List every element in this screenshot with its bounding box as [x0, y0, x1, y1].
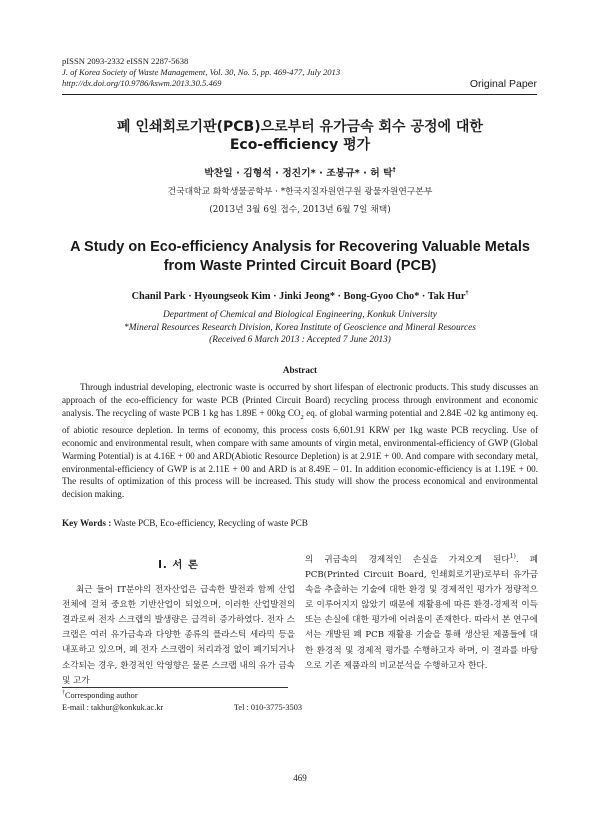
keywords — [62, 518, 308, 528]
keywords-text: Waste PCB, Eco-efficiency, Recycling of waste PCB — [111, 518, 308, 528]
english-authors-text: Chanil Park · Hyoungseok Kim · Jinki Jeong* · Bong-Gyoo Cho* · Tak Hur — [131, 291, 466, 302]
footnote — [62, 690, 302, 713]
english-corresponding-mark: † — [465, 290, 469, 297]
author-phone: Tel : 010-3775-3503 — [233, 702, 302, 712]
doi-link[interactable]: http://dx.doi.org/10.9786/kswm.2013.30.5.469 — [62, 78, 222, 89]
english-affiliations — [40, 309, 560, 334]
abstract-text-part2: eq. of global warming potential and 2.84E -02 kg antimony eq. of abiotic resource depletion. In terms of economy, this process costs 6,601.91 KRW per 1kg waste PCB recycling. Use of economic and environmental result, when compare with same amounts of virgin metal, environmental-efficiency of GWP (Global Warming Potential) is at 4.16E + 00 and ARD(Abiotic Resource Depletion) is at 2.91E + 00. And compare with secondary metal, environmental-efficiency of GWP is at 2.11E + 00 and ARD is at 8.49E – 01. In addition economic-efficiency is at 1.19E + 00. The results of optimization of this process will be increased. This study will show the process economical and environmental decision making. — [62, 407, 538, 500]
intro-continued-text-b: . 폐 PCB(Printed Circuit Board, 인쇄회로기판)로부터 유가금속을 추출하는 기술에 대한 환경 및 경제적인 평가가 정량적으로 이루어지지 않았기 때문에 재활용에 따른 환경-경제적 이득 또는 손실에 대한 평가에 어려움이 존재한다. 따라서 본 연구에서는 개발된 폐 PCB 재활용 기술을 통해 생산된 제품들에 대한 환경적 및 경제적 평가를 수행하고자 하며, 이 결과를 바탕으로 기존 제품과의 비교분석을 수행하고자 한다. — [305, 555, 538, 671]
intro-paragraph-1-continued — [305, 553, 538, 674]
korean-affiliation: 건국대학교 화학생물공학부 · *한국지질자원연구원 광물자원연구본부 — [167, 187, 433, 197]
affiliation-kigam: *Mineral Resources Research Division, Korea Institute of Geoscience and Mineral Resources — [124, 322, 476, 333]
english-title-line1: A Study on Eco-efficiency Analysis for Recovering Valuable Metals — [70, 239, 530, 255]
co2-subscript: 2 — [300, 413, 304, 421]
reference-citation-1[interactable]: 1) — [509, 553, 516, 561]
korean-authors-text: 박찬일 · 김형석 · 정진기* · 조봉규* · 허 탁 — [204, 168, 393, 179]
issn-line: pISSN 2093-2332 eISSN 2287-5638 — [62, 56, 189, 66]
footnote-mark: † — [62, 690, 65, 697]
english-received-dates: (Received 6 March 2013 : Accepted 7 June 2013) — [209, 334, 391, 344]
korean-received-dates: (2013년 3월 6일 접수, 2013년 6월 7일 채택) — [209, 205, 391, 215]
english-title-line2: from Waste Printed Circuit Board (PCB) — [163, 258, 437, 274]
author-email[interactable]: E-mail : takhur@konkuk.ac.kr — [62, 702, 164, 712]
intro-right-column — [305, 553, 538, 674]
affiliation-konkuk: Department of Chemical and Biological Engineering, Konkuk University — [163, 310, 437, 320]
abstract-body — [62, 381, 538, 501]
keywords-label: Key Words : — [62, 518, 112, 528]
intro-paragraph-1: 최근 들어 IT분야의 전자산업은 급속한 발전과 함께 산업전체에 걸쳐 중요한 기반산업이 되었으며, 이러한 산업발전의 결과로써 전자 스크랩의 발생량은 급격히 증가하였다. 전자 스크랩은 여러 유가금속과 다양한 종류의 플라스틱 세라믹 등을 내포하고 있으며, 폐 전자 스크랩이 처리과정 없이 폐기되거나 소각되는 경우, 환경적인 악영향은 물론 스크랩 내의 유가 금속 및 고가 — [62, 585, 295, 686]
abstract-text-part1: Through industrial developing, electronic waste is occurred by short lifespan of electronic products. This study discusses an approach of the eco-efficiency for waste PCB (Printed Circuit Board) recycling process through environment and economic analysis. The recycling of waste PCB 1 kg has 1.89E + 00kg CO — [62, 382, 538, 418]
intro-left-column — [62, 552, 295, 689]
korean-title-line1: 폐 인쇄회로기판(PCB)으로부터 유가금속 회수 공정에 대한 — [117, 119, 483, 135]
paper-type-label: Original Paper — [469, 78, 537, 90]
corresponding-author-label: Corresponding author — [65, 691, 138, 700]
section-title-introduction: I. 서 론 — [158, 559, 199, 571]
abstract-heading: Abstract — [282, 365, 318, 375]
korean-authors — [40, 165, 560, 179]
english-authors — [40, 291, 560, 302]
footnote-divider — [62, 687, 288, 688]
intro-continued-text-a: 의 귀금속의 경제적인 손실을 가져오게 된다 — [305, 555, 510, 565]
contact-row — [62, 702, 302, 714]
journal-header — [62, 56, 340, 90]
korean-corresponding-mark: † — [392, 166, 396, 174]
page-number: 469 — [293, 773, 307, 783]
korean-title-line2: Eco-efficiency 평가 — [229, 137, 371, 153]
corresponding-author-note — [62, 690, 302, 702]
korean-title — [40, 118, 560, 154]
header-divider — [62, 94, 537, 95]
english-title — [40, 238, 560, 276]
journal-citation: J. of Korea Society of Waste Management, Vol. 30, No. 5, pp. 469-477, July 2013 — [62, 67, 341, 78]
